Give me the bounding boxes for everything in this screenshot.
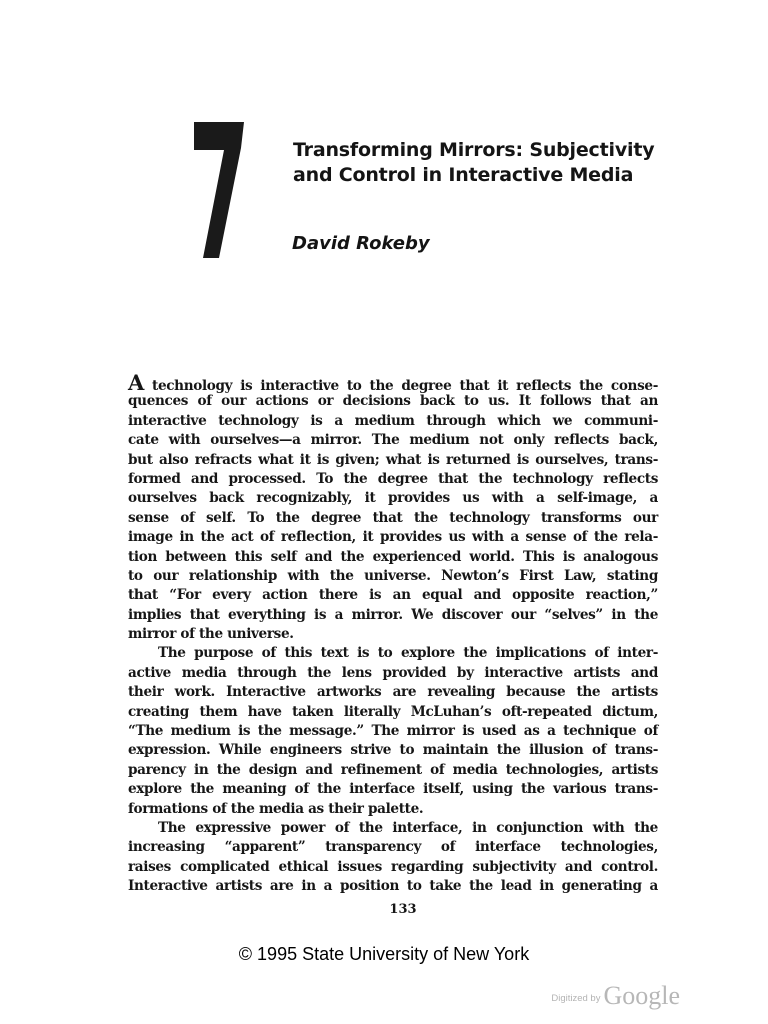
text-line: cate with ourselves—a mirror. The medium not only reflects back,	[128, 432, 658, 449]
text-line: “The medium is the message.” The mirror is used as a technique of	[128, 723, 658, 740]
text-line: mirror of the universe.	[128, 626, 294, 643]
digitized-watermark	[551, 980, 680, 1010]
text-line: expression. While engineers strive to maintain the illusion of trans-	[128, 742, 658, 759]
text-line: image in the act of reflection, it provides us with a sense of the rela-	[128, 529, 658, 546]
text-line-content: technology is interactive to the degree that it reflects the conse-	[143, 378, 658, 394]
google-logo: Google	[603, 981, 680, 1010]
text-line: sense of self. To the degree that the technology transforms our	[128, 509, 658, 526]
chapter-title-line: Transforming Mirrors: Subjectivity	[293, 139, 655, 161]
chapter-title	[293, 138, 713, 188]
text-line: explore the meaning of the interface itself, using the various trans-	[128, 781, 658, 798]
drop-cap: A	[128, 370, 144, 395]
digitized-label: Digitized by	[551, 993, 601, 1004]
text-line	[128, 370, 658, 395]
text-line: formed and processed. To the degree that the technology reflects	[128, 470, 658, 487]
text-line: but also refracts what it is given; what is returned is ourselves, trans-	[128, 451, 658, 468]
author-name: David Rokeby	[292, 233, 430, 254]
chapter-title-line: and Control in Interactive Media	[293, 164, 634, 186]
chapter-number	[194, 118, 254, 258]
text-line: increasing “apparent” transparency of interface technologies,	[128, 839, 658, 856]
text-line: that “For every action there is an equal and opposite reaction,”	[128, 587, 658, 604]
body-text	[128, 370, 658, 897]
text-line: The purpose of this text is to explore the implications of inter-	[158, 645, 658, 662]
text-line: creating them have taken literally McLuhan’s oft-repeated dictum,	[128, 703, 658, 720]
text-line: implies that everything is a mirror. We discover our “selves” in the	[128, 606, 658, 623]
text-line: ourselves back recognizably, it provides us with a self-image, a	[128, 490, 658, 507]
text-line: tion between this self and the experienced world. This is analogous	[128, 548, 658, 565]
text-line: interactive technology is a medium through which we communi-	[128, 412, 658, 429]
text-line: Interactive artists are in a position to take the lead in generating a	[128, 878, 658, 895]
page-number: 133	[389, 902, 417, 917]
text-line: formations of the media as their palette.	[128, 800, 424, 817]
text-line: active media through the lens provided by interactive artists and	[128, 664, 658, 681]
text-line: The expressive power of the interface, in conjunction with the	[158, 819, 658, 836]
text-line: their work. Interactive artworks are revealing because the artists	[128, 684, 658, 701]
text-line: to our relationship with the universe. Newton’s First Law, stating	[128, 567, 658, 584]
text-line: raises complicated ethical issues regarding subjectivity and control.	[128, 858, 658, 875]
text-line: quences of our actions or decisions back to us. It follows that an	[128, 393, 658, 410]
copyright-notice: © 1995 State University of New York	[238, 944, 530, 964]
text-line: parency in the design and refinement of media technologies, artists	[128, 761, 658, 778]
